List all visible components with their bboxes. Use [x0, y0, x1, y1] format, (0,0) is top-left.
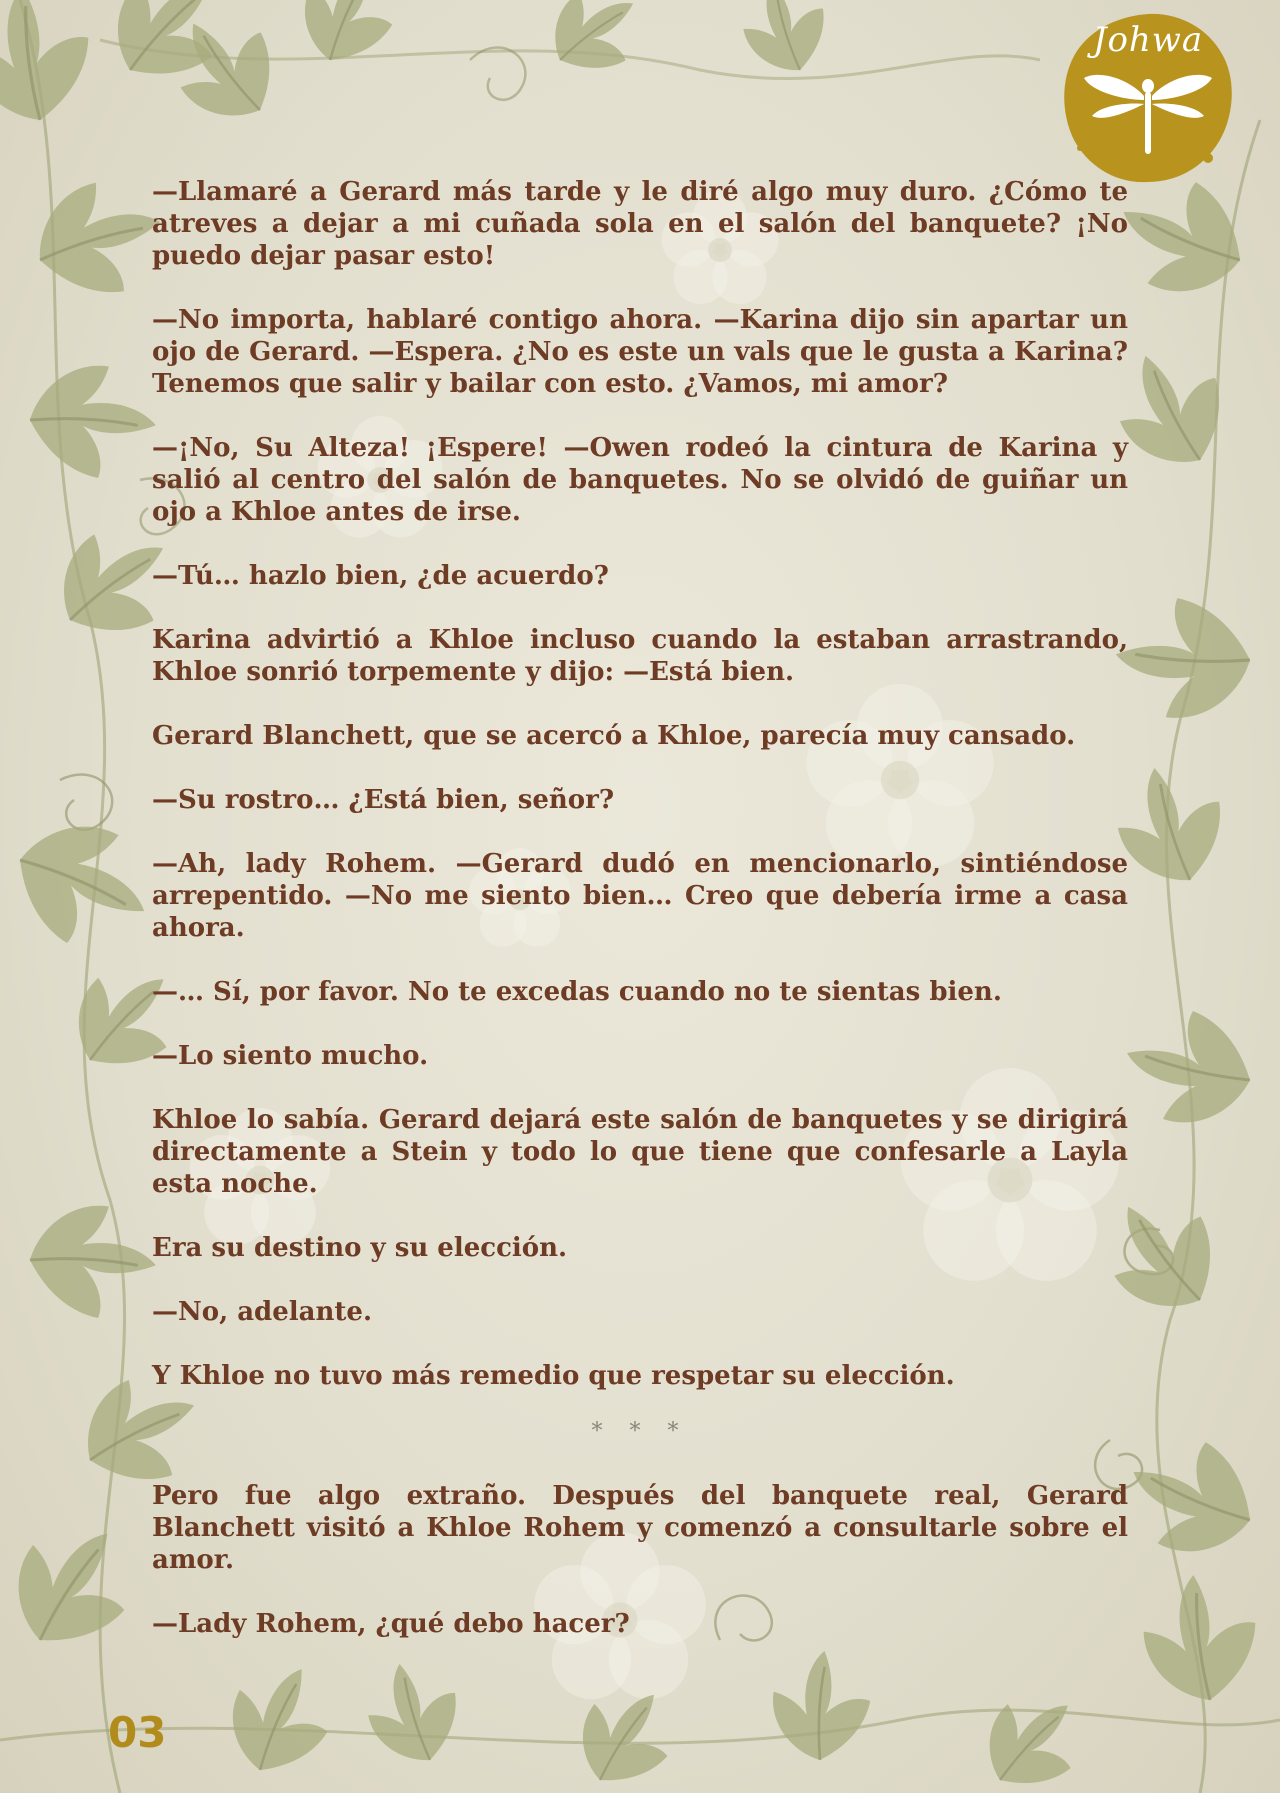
paragraph: —Llamaré a Gerard más tarde y le diré algo muy duro. ¿Cómo te atreves a dejar a mi cuñada sola en el salón del banquete? ¡No puedo dejar pasar esto!	[152, 177, 1128, 271]
paragraph: —No importa, hablaré contigo ahora. —Karina dijo sin apartar un ojo de Gerard. —Espera. ¿No es este un vals que le gusta a Karina? Tenemos que salir y bailar con esto. ¿Vamos, mi amor?	[152, 305, 1128, 399]
paragraph: —No, adelante.	[152, 1297, 373, 1327]
johwa-logo	[1058, 8, 1238, 188]
paragraph: —Ah, lady Rohem. —Gerard dudó en mencionarlo, sintiéndose arrepentido. —No me siento bien… Creo que debería irme a casa ahora.	[152, 849, 1128, 943]
paragraph: —¡No, Su Alteza! ¡Espere! —Owen rodeó la cintura de Karina y salió al centro del salón de banquetes. No se olvidó de guiñar un ojo a Khloe antes de irse.	[152, 433, 1128, 527]
paragraph: Gerard Blanchett, que se acercó a Khloe, parecía muy cansado.	[152, 721, 1076, 751]
paragraph: Pero fue algo extraño. Después del banquete real, Gerard Blanchett visitó a Khloe Rohem y comenzó a consultarle sobre el amor.	[152, 1481, 1128, 1575]
story-text	[152, 176, 1128, 1672]
paragraph: Y Khloe no tuvo más remedio que respetar su elección.	[152, 1361, 955, 1391]
paragraph: Karina advirtió a Khloe incluso cuando la estaban arrastrando, Khloe sonrió torpemente y dijo: —Está bien.	[152, 625, 1128, 687]
page-number: 03	[108, 1708, 167, 1757]
scene-separator: * * *	[591, 1419, 689, 1444]
paragraph: —Lady Rohem, ¿qué debo hacer?	[152, 1609, 630, 1639]
paragraph: Era su destino y su elección.	[152, 1233, 568, 1263]
paragraph: —… Sí, por favor. No te excedas cuando no te sientas bien.	[152, 977, 1002, 1007]
paragraph: —Lo siento mucho.	[152, 1041, 429, 1071]
paragraph: —Su rostro… ¿Está bien, señor?	[152, 785, 615, 815]
paragraph: —Tú… hazlo bien, ¿de acuerdo?	[152, 561, 609, 591]
paragraph: Khloe lo sabía. Gerard dejará este salón de banquetes y se dirigirá directamente a Stein y todo lo que tiene que confesarle a Layla esta noche.	[152, 1105, 1128, 1199]
logo-text: Johwa	[1092, 20, 1204, 60]
